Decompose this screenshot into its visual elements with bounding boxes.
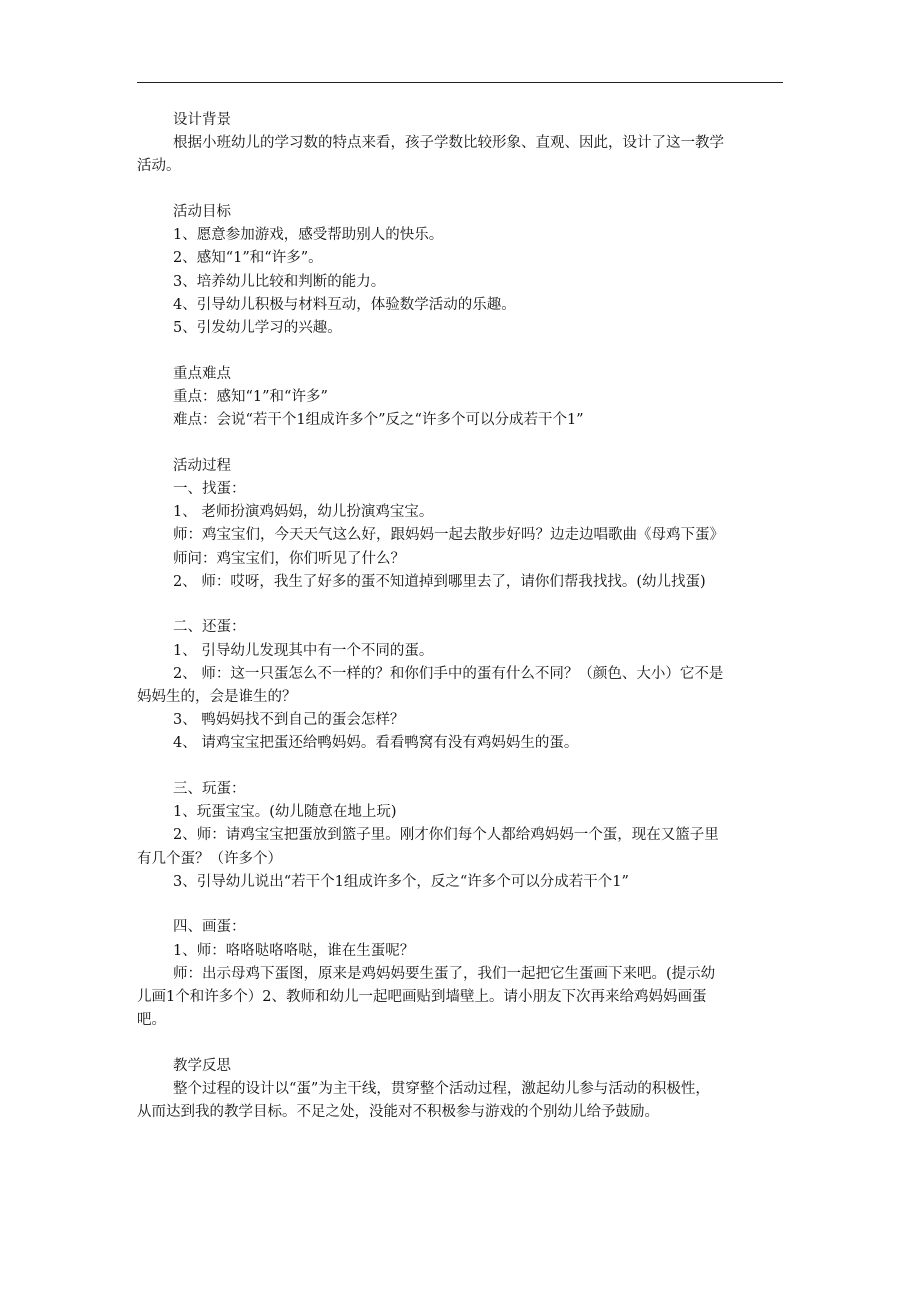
section-spacer: [173, 432, 783, 455]
process-line: 儿画1个和许多个）2、教师和幼儿一起吧画贴到墙壁上。请小朋友下次再来给鸡妈妈画蛋: [137, 989, 707, 1005]
goal-item: 1、愿意参加游戏，感受帮助别人的快乐。: [173, 227, 444, 244]
process-line: 4、 请鸡宝宝把蛋还给鸭妈妈。看看鸭窝有没有鸡妈妈生的蛋。: [173, 735, 579, 752]
section-spacer: [173, 594, 783, 617]
process-line: 师：鸡宝宝们，今天天气这么好，跟妈妈一起去散步好吗？边走边唱歌曲《母鸡下蛋》: [173, 527, 724, 544]
section-spacer: [173, 756, 783, 779]
section-spacer: [173, 894, 783, 917]
section-spacer: [173, 340, 783, 363]
process-line: 2、 师：这一只蛋怎么不一样的？和你们手中的蛋有什么不同？（颜色、大小）它不是: [173, 665, 724, 682]
goal-item: 2、感知“1”和“许多”。: [173, 250, 323, 267]
goal-item: 3、培养幼儿比较和判断的能力。: [173, 273, 386, 290]
process-line: 2、 师：哎呀，我生了好多的蛋不知道掉到哪里去了，请你们帮我找找。(幼儿找蛋): [173, 573, 706, 590]
header-rule: [137, 82, 783, 83]
process-line: 3、 鸭妈妈找不到自己的蛋会怎样？: [173, 712, 405, 729]
process-line: 师：出示母鸡下蛋图，原来是鸡妈妈要生蛋了，我们一起把它生蛋画下来吧。(提示幼: [173, 965, 716, 982]
key-point-text: 重点：感知“1”和“许多”: [173, 388, 328, 405]
section-heading-process: 活动过程: [173, 457, 231, 474]
section-heading-goals: 活动目标: [173, 204, 231, 221]
reflection-text-line-2: 从而达到我的教学目标。不足之处，没能对不积极参与游戏的个别幼儿给予鼓励。: [137, 1104, 659, 1121]
goal-item: 4、引导幼儿积极与材料互动，体验数学活动的乐趣。: [173, 296, 516, 313]
difficulty-text: 难点：会说“若干个1组成许多个”反之“许多个可以分成若干个1”: [173, 412, 584, 429]
background-text-line-2: 活动。: [137, 158, 181, 175]
process-line: 1、师：咯咯哒咯咯哒，谁在生蛋呢？: [173, 942, 415, 959]
process-line: 师问：鸡宝宝们，你们听见了什么？: [173, 550, 405, 567]
reflection-text-line-1: 整个过程的设计以“蛋”为主干线，贯穿整个活动过程，激起幼儿参与活动的积极性，: [173, 1081, 710, 1098]
process-line: 有几个蛋？（许多个）: [137, 850, 282, 867]
process-line: 吧。: [137, 1012, 166, 1029]
section-heading-reflection: 教学反思: [173, 1057, 231, 1074]
process-part-title: 一、找蛋：: [173, 480, 246, 497]
section-heading-key-points: 重点难点: [173, 365, 231, 382]
process-line: 1、玩蛋宝宝。(幼儿随意在地上玩): [173, 804, 397, 821]
section-spacer: [173, 179, 783, 202]
process-line: 1、 引导幼儿发现其中有一个不同的蛋。: [173, 642, 434, 659]
process-line: 妈妈生的，会是谁生的？: [137, 688, 297, 705]
process-line: 2、师：请鸡宝宝把蛋放到篮子里。刚才你们每个人都给鸡妈妈一个蛋，现在又篮子里: [173, 827, 719, 844]
section-heading-background: 设计背景: [173, 112, 231, 128]
process-line: 3、引导幼儿说出“若干个1组成许多个，反之“许多个可以分成若干个1”: [173, 873, 629, 890]
process-part-title: 二、还蛋：: [173, 619, 246, 636]
section-spacer: [173, 1032, 783, 1055]
document-body: [137, 109, 783, 1124]
process-line: 1、 老师扮演鸡妈妈，幼儿扮演鸡宝宝。: [173, 504, 434, 521]
process-part-title: 三、玩蛋：: [173, 781, 246, 797]
goal-item: 5、引发幼儿学习的兴趣。: [173, 320, 342, 336]
background-text-line-1: 根据小班幼儿的学习数的特点来看，孩子学数比较形象、直观、因此，设计了这一教学: [173, 135, 724, 152]
process-part-title: 四、画蛋：: [173, 919, 246, 936]
